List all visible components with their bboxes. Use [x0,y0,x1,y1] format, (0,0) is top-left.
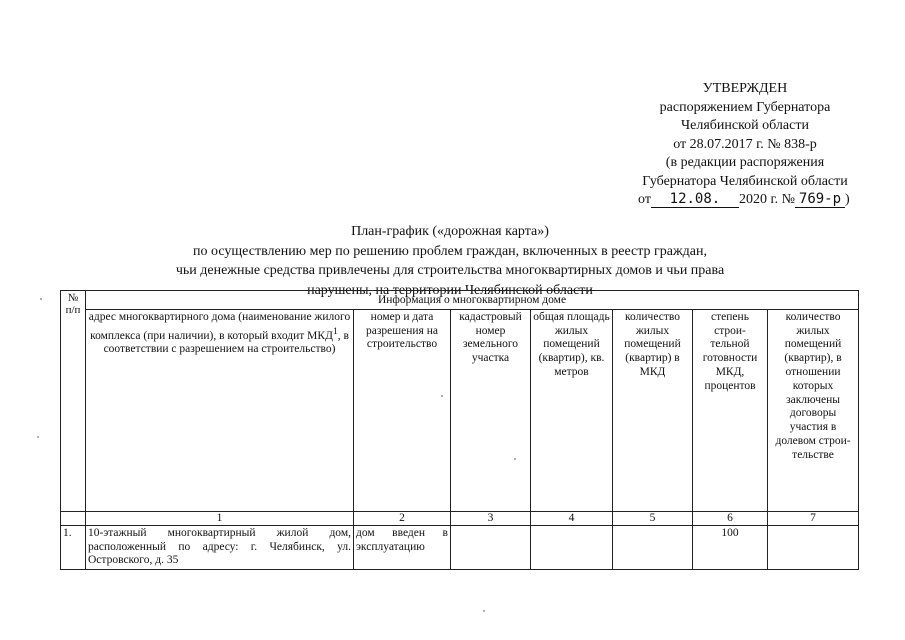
row-contracts [768,525,859,569]
approval-date-line [600,191,890,210]
scan-speck [483,610,485,612]
scan-speck [514,458,516,460]
row-readiness: 100 [693,525,768,569]
column-numbers-row [61,511,859,525]
approval-line: Губернатора Челябинской области [642,173,848,189]
scan-speck [37,436,39,438]
scan-speck [441,395,443,397]
column-number-empty [61,511,86,525]
column-number: 3 [451,511,531,525]
row-flats [613,525,693,569]
row-cadastral [451,525,531,569]
approval-block [600,80,890,210]
info-header: Информация о многоквартирном доме [86,291,859,310]
approval-line: Челябинской области [681,118,809,133]
footnote-mark: 1 [332,325,338,337]
approval-last-date: 12.08. [651,192,739,208]
column-number: 1 [86,511,354,525]
document-title [90,222,810,300]
title-line: План-график («дорожная карта») [351,224,549,239]
row-permit: дом введен в эксплуатацию [354,525,451,569]
approval-line: от 28.07.2017 г. № 838-р [673,136,817,152]
column-header-address: адрес многоквартирного дома (наименование жилого комплекса (при наличии), в который входит МКД$^1$, в соответствии с разрешением на строительство) [86,309,354,511]
approval-line: (в редакции распоряжения [665,155,825,170]
table-row [61,525,859,569]
column-header-permit: номер и дата разрешения на строительство [354,309,451,511]
row-address: 10-этажный многоквартирный жилой дом, расположенный по адресу: г. Челябинск, ул. Островского, д. 35 [86,525,354,569]
column-number: 5 [613,511,693,525]
approval-last-number: 769-р [795,192,845,208]
approval-last-year: 2020 г. № [738,192,795,207]
column-number: 6 [693,511,768,525]
approval-last-suffix: ) [844,192,850,207]
approval-line: распоряжением Губернатора [659,99,831,115]
column-number: 2 [354,511,451,525]
row-area [531,525,613,569]
table-header-row [61,291,859,310]
approval-last-prefix: от [638,192,651,207]
column-header-readiness: степень строи-тельной готовности МКД, процентов [693,309,768,511]
column-header-area: общая площадь жилых помещений (квартир), кв. метров [531,309,613,511]
title-line: чьи денежные средства привлечены для строительства многоквартирных домов и чьи права [175,263,725,278]
title-line: нарушены, на территории Челябинской области [307,282,593,298]
column-header-flats: количество жилых помещений (квартир) в МКД [613,309,693,511]
title-line: по осуществлению мер по решению проблем граждан, включенных в реестр граждан, [193,243,707,259]
column-headers-row [61,309,859,511]
column-number: 7 [768,511,859,525]
approval-line: УТВЕРЖДЕН [702,81,788,96]
column-header-cadastral: кадастровый номер земельного участка [451,309,531,511]
column-number: 4 [531,511,613,525]
num-header: № п/п [61,291,86,512]
column-header-contracts: количество жилых помещений (квартир), в отношении которых заключены договоры участия в долевом строи-тельстве [768,309,859,511]
roadmap-table [60,290,859,570]
row-number: 1. [61,525,86,569]
scan-speck [40,298,42,300]
